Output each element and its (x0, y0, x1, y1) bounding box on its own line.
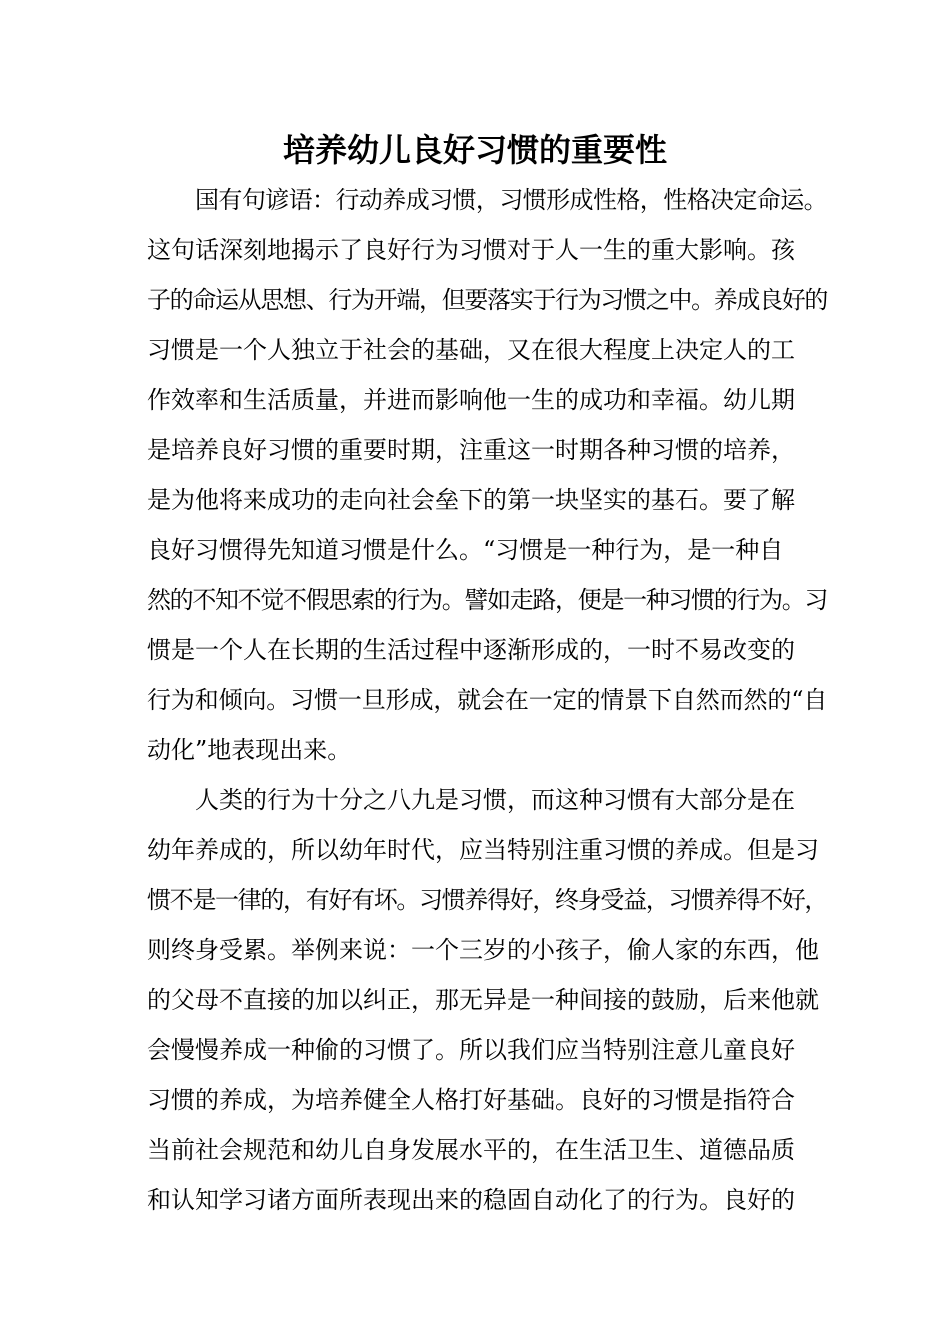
document-title: 培养幼儿良好习惯的重要性 (282, 131, 667, 169)
text-line: 是培养良好习惯的重要时期，注重这一时期各种习惯的培养， (147, 436, 795, 464)
text-line: 的父母不直接的加以纠正，那无异是一种间接的鼓励，后来他就 (147, 986, 819, 1014)
text-line: 惯是一个人在长期的生活过程中逐渐形成的，一时不易改变的 (147, 636, 795, 664)
text-line: 则终身受累。举例来说：一个三岁的小孩子，偷人家的东西，他 (147, 936, 819, 964)
text-line: 国有句谚语：行动养成习惯，习惯形成性格，性格决定命运。 (195, 186, 828, 214)
text-line: 良好习惯得先知道习惯是什么。“习惯是一种行为，是一种自 (147, 536, 784, 564)
text-line: 这句话深刻地揭示了良好行为习惯对于人一生的重大影响。孩 (147, 236, 795, 264)
text-line: 人类的行为十分之八九是习惯，而这种习惯有大部分是在 (195, 786, 795, 814)
text-line: 然的不知不觉不假思索的行为。譬如走路，便是一种习惯的行为。习 (147, 586, 828, 614)
text-line: 幼年养成的，所以幼年时代，应当特别注重习惯的养成。但是习 (147, 836, 819, 864)
text-line: 惯不是一律的，有好有坏。习惯养得好，终身受益，习惯养得不好， (147, 886, 828, 914)
text-line: 习惯的养成，为培养健全人格打好基础。良好的习惯是指符合 (147, 1086, 795, 1114)
text-line: 动化”地表现出来。 (147, 736, 352, 764)
text-line: 是为他将来成功的走向社会垒下的第一块坚实的基石。要了解 (147, 486, 795, 514)
text-line: 行为和倾向。习惯一旦形成，就会在一定的情景下自然而然的“自 (147, 686, 828, 714)
text-line: 当前社会规范和幼儿自身发展水平的，在生活卫生、道德品质 (147, 1136, 795, 1164)
text-line: 作效率和生活质量，并进而影响他一生的成功和幸福。幼儿期 (147, 386, 795, 414)
text-line: 习惯是一个人独立于社会的基础，又在很大程度上决定人的工 (147, 336, 795, 364)
text-line: 子的命运从思想、行为开端，但要落实于行为习惯之中。养成良好的 (147, 286, 828, 314)
text-line: 会慢慢养成一种偷的习惯了。所以我们应当特别注意儿童良好 (147, 1036, 795, 1064)
text-line: 和认知学习诸方面所表现出来的稳固自动化了的行为。良好的 (147, 1186, 795, 1214)
